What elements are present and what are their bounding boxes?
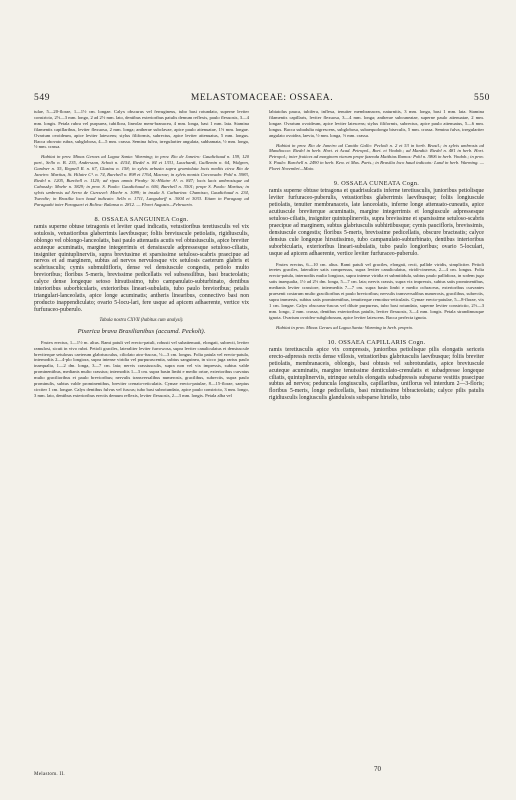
running-title: MELASTOMACEAE: OSSAEA. (190, 93, 334, 103)
description-paragraph: labiatolus pauca, tubifera, inflexa, tenuiter membranacea, naturnitis, 3 mm. longa, basi 1 mm. lata. Stamina filamentis capillaris, leviter flexuosa, 3—4 mm. longa; antherae subcuneatae, superne paulo attenuatae, 2 mm. longae. Ovarium ovoideum, apice leviter latescens; stylus filiformis, subrectus, apice paulo attenuatus, 5—6 mm. longus. Bacca subadulta nigrescens, subglobosa, subaequolonga biseculis, 5 mm. crassa. Semina fulva, irregulariter angulato ovoidea, laevia, ½ mm. longa, ½ mm. crassa. (269, 109, 484, 138)
habitat-paragraph: Habitat in prov. Rio de Janeiro ad Cantão Gallo: Peckolt n. 2 et 53 in herb. Brasil.; in sylvis umbrosis ad Mandiocca: Riedel in herb. Hort. et Acad. Petropol., Bort. et Vindob.; ad Mandiú: Riedel n. 481 in herb. Hort. Petropol.; inter frutices ad marginem viarum prope fazenda Matthias Ramos: Pohl n. 3806 in herb. Vindob.; in prov. S. Paulo: Burchell n. 2490 in herb. Kew. et Mus. Paris.; in Brasilia loco haud indicato: Lund in herb. Warming. — Floret Novembri—Maio. (269, 142, 484, 172)
right-column (269, 109, 484, 765)
description-paragraph: Frutex erectus, 1—1½ m. altus. Rami patuli vel erecto-patuli, robusti vel subattenuati, elongati, subrecti, leviter ramulosi, sicuti in vivo rubri. Petioli graciles, lateraliter leviter furrowosa, supra leviter canaliculatus et densiuscule breviterque setulosus caeterum glabriusculus, ciliolato atro-fuscus, ½—3 cm. longus. Folia patula vel erecto-patula, internodiis 2—4-plo longiora, supra intense viridia vel purpurascentia, subtus sanguinea, in sicco juga rarius paulo inaequalia, 1—2 dm. longa, 3—7 cm. lata; nervis crassiusculis, supra non vel vix impressis, subtus valde prominentibus, medianis multo crassius; internodiis 1—3 cm. supra basin limbi e medio ortae, exterioribus curvatus multo gracilioribus et paulo brevioribus; nervulis transversalibus numerosis, gracilibus, subrectis, supra paulo prominulis, subtus valde prominentibus, breviter crenato-reticulatis. Cymae erecto-patulae, 8—15-florae, saepius circiter 1 cm. longae. Calyx dentibus fulvus vel fuscus; tubo basi subrotundato, apice paulo constricto, 3 mm. longo, 3 mm. lato, dentibus exterioribus erectis demum reflexis, leviter flexuosis, 2—3 mm. longis. Petala alba vel (34, 339, 249, 398)
vernacular-heading: Pixerica brava Brasilianibus (accumd. Peckolt). (77, 327, 206, 335)
description-paragraph: tulae, 5—20-florae, 1—1½ cm. longae. Calyx obscurus vel ferrugineus, tubo basi rotundato, superne leviter constricto, 2½—3 mm. longo, 2 ad 2½ mm. lato, dentibus exterioribus patulis demum reflexis, paulo flexuosis, 3—4 mm. longis. Petala rubra vel purpurea, tubiflora, lineolar mem-branacea, 4 mm. longa, basi 1 mm. lata. Stamina filamentis capillaribus, leviter flexuosa, 2 mm. longa; antherae subclavae, apice paulo attenuatae, 1½ mm. longae. Ovarium ovoideum, apice leviter latescens; stylus filiformis, subrectus, apice leviter attenuatus, 5 mm. longus. Bacca obovato rubra, subglobosa, 4—5 mm. crassa. Semina fulva, irregulariter angulata, subhamata, ½ mm. longa, ½ mm. crassa. (34, 109, 249, 150)
page-header (34, 93, 490, 107)
species-diagnosis: ramis superne obtuse tetragona et quadrisulcatis inferne teretiusculis, junioribus petiolisque leviter furfuraceo-puberulis, vetustioribus glaberrimis laevibusque; foliis longiuscule petiolatis, tenuiter membranaceis, late lanceolatis, inferne longe attenuato-cuneatis, apice acutiuscule breviterque acuminatis, margine integerrimis et longiuscule adpressesque setuloso-ciliatis, insigniter quintuplinerviis, supra brevissime et sparsissime setuloso-scabris praecipue ad marginem, subtus glabriusculis subhirtibusque; cymis paucifloris, brevissimis, densiuscule congestis; floribus 5-meris, brevissime pedicellatis, obscure bracteatis; calyce densius cule longeque hirsutissimo, tubo campanulato-subturbinato, dentibus interioribus suborbicularis, exterioribus lineari-subulatis, tubo paulo longioribus; ovario 5-loculari, usque ad apicem adhaerente, vertice leviter furfuraceo-puberulo. (269, 188, 484, 257)
species-heading: 9. OSSAEA CUNEATA Cogn. (333, 180, 420, 188)
habitat-paragraph: Habitat in prov. Minas Geraes ad Lagoa Santa: Warming in herb. proprio. (276, 324, 414, 330)
footer-signature: Melastom. II. (34, 772, 65, 777)
species-diagnosis: ramis teretiusculis apice vix compressis, junioribus petiolisque pilis elongatis sericeis erecto-adpressis rectis dense villosis, vetustioribus glabriusculis laevibusque; foliis breviter petiolatis, membranaceis, oblongis, basi obtusis vel subrotundatis, apice breviuscule acuteque acuminatis, margine tenuissime denticulato-crenulatis et subadpresse longeque ciliatis, quintuplinerviis, utrinque setulis elongatis subadpressis subsparse vestitis praecipue subtus ad nervos; peduncula longiusculis, capillaribus, uniflorus vel interdum 2—3-floris; floribus 5-meris, longe pedicellatis, basi minutissime bibracteolatis; calyce pilis patulis rigidiusculis longiusculis glandulosis subsparse hirtello, tubo (269, 346, 484, 402)
footer-page-marker: 70 (374, 765, 381, 773)
page-number-left: 549 (34, 93, 51, 103)
plate-note: Tabula nostra CXVII (habitus cum analysi). (99, 317, 184, 323)
species-heading: 8. OSSAEA SANGUINEA Cogn. (94, 215, 189, 223)
description-paragraph: Frutex erectus, 6—10 cm. altus. Rami patuli vel graciles, elongati, recti, pallide viridis, simpliciter. Petioli teretes graciles, lateraliter satis compressus, supra leviter canaliculatus, viridi-cinereus, 2—4 cm. longus. Folia erecto-patula, internodiis multo longiora, supra intense viridia et submitidula, subtus paulo pallidiora, in sodem jugo satis inaequalia, 1½ ad 2½ dm. longa, 5—7 cm. lata; nervis crassis, supra vix impressis, subtus satis prominentibus, medianis leviter crassiore, intermediis 7—7 cm. supra basin limbi e medio ochraceus, exterioribus curvantes praesenti costarum multo gracilioribus et paulo brevioribus; nervulis transversalibus numerosis, gracilibus, subrectis, supra immersis, subtus satis prominentibus, tenuiterque remotius-reticulatis. Cymae erecto-patulae, 5—8-florae, vix 1 cm. longae. Calyx obscurus-fuscus vel dilute purpureus, tubo basi rotundato, superne leviter constrictio, 2½—3 mm. longo, 2 mm. crassa, dentibus exterioribus patulis, leviter flexuosis, 3—4 mm. longis. Petala strandimusque ignota. Ovarium ovoideo-subglobosum, apice leviter latescens. Bacca perfecta ignota. (269, 261, 484, 320)
habitat-paragraph: Habitat in prov. Minas Geraes ad Lagoa Santa: Warming; in prov. Rio de Janeiro: Gaudichaud n. 159, 120 part., Sello n. B. 235, Andersson, Schott n. 4154, Riedel n. 84 et 1331, Lauchardt, Guillemin n. 64, Widgren, Gardner n. 55, Regnell R. n. 67, Glaziou n. 158; in sylvis arbusto supra gramiolata locis mediis circa Rio de Janeiro: Martius, St. Hilaire C¹. n. 74, Burchell n. 898 et 1764, Macrae; in sylvis montis Corcovado: Pohl n. 5983, Riedel n. 1205, Burchell n. 1120; ad ripas amnis Pirahy: St.-Hilaire A¹. n. 847; locis lacis umbrosisque ad Cabussky: Moehr n. 3829; in prov. S. Paulo: Gaudichaud n. 600, Burchell n. 3501; prope S. Paulo: Martius; in sylvis umbrosis ad Serra de Curcuvel: Moehr n. 1099; in insula S. Catharina: Chamisso, Gaudichaud n. 234, Tweedie; in Brasilia loco haud indicato: Sello n. 1711, Langsdorff n. 3004 et 3033. Etiam in Paraguay ad Paraguahi inter Paraguari et Boliva: Balansa n. 2812. — Floret Augusto—Februario. (34, 154, 249, 207)
species-diagnosis: ramis superne obtuse tetragonis et leviter quad indicatis, vetustioribus teretiusculis vel vix sotulosis, vetustioribus glaberrimis laevibusque; foliis breviuscule petiolatis, rigidiusculis, oblongo vel oblongo-lanceolatis, basi paulo attenuatis acutis vel obtusiusculis, apice breviter acuteque acuminatis, margine integerrimis et densiuscule adpressesque setuloso-ciliatis, insigniter quintuplinerviis, supra breviusime et sparsissime setuloso-scabris praecipue ad nervos et ad marginem, subtus ad nervos nervulosque vix setulosis caeterum glabris et scabriusculis; cymis submultifloris, dense vel densiuscule congestis, petiolo multo brevioribus; floribus 5-meris, brevissime pedicellatis vel subsessilibus, basi bracteolatis; calyce dense longeque setoso hirsutissimo, tubo campanulato-subturbinato, dentibus interioribus suborbicularis, exterioribus lineari-subulatis, tubo paulo brevioribus; petalis triangulari-lanceolatis, apice longe acuminatis; antheris linearibus, connectivo basi non producto inappendiculato; ovario 5-locu-lari, fere usque ad apicem adhaerente, vertice vix furfuraceo-puberulo. (34, 223, 249, 313)
left-column (34, 109, 249, 771)
species-heading: 10. OSSAEA CAPILLARIS Cogn. (327, 338, 426, 346)
page-number-right: 550 (473, 93, 490, 103)
